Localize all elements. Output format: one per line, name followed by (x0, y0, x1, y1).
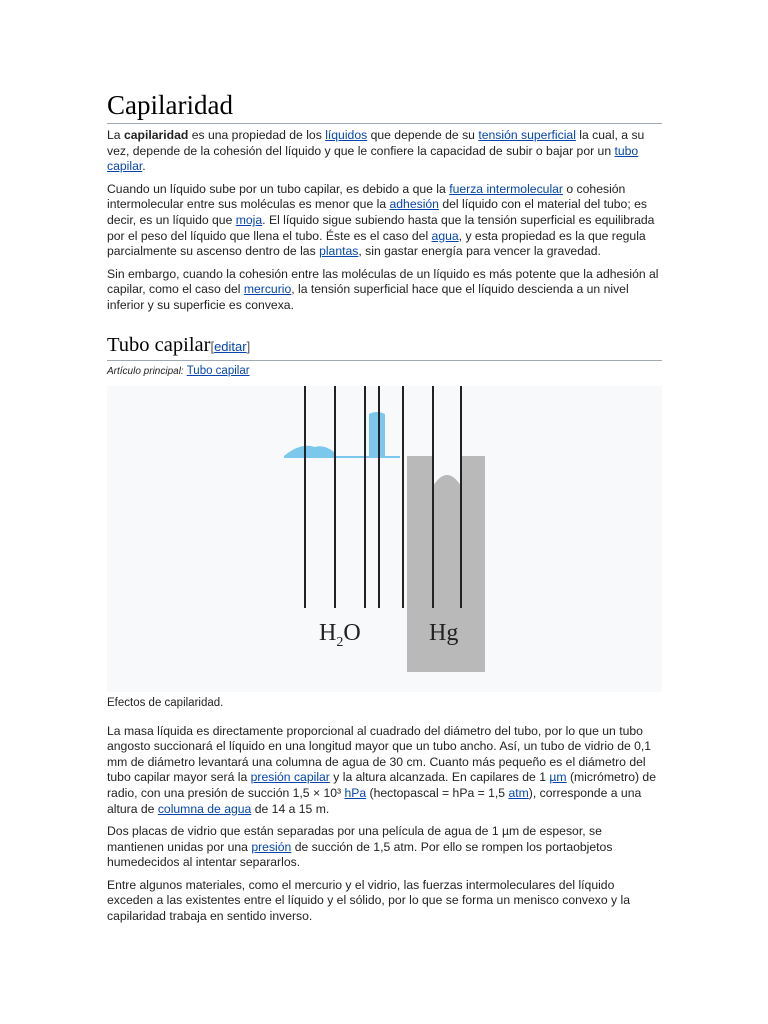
link-adhesion[interactable]: adhesión (389, 197, 439, 212)
text: , la tensión superficial hace que el líquido descienda a un nivel inferior y su superficie es convexa. (107, 282, 629, 312)
text: (micrómetro) de radio, con una presión de succión 1,5 × 10³ (107, 770, 656, 800)
link-presion-capilar[interactable]: presión capilar (250, 770, 330, 785)
water-label-sub: 2 (336, 634, 344, 650)
text: la cual, a su vez, depende de la cohesión del líquido y que le confiere la capacidad de subir o bajar por un (107, 128, 645, 158)
capillarity-diagram (107, 386, 662, 692)
link-micrometro[interactable]: µm (549, 770, 567, 785)
water-label (319, 620, 361, 650)
hatnote-link[interactable]: Tubo capilar (186, 364, 250, 377)
mercury-label: Hg (429, 619, 459, 646)
text: La (107, 128, 124, 142)
text: , sin gastar energía para vencer la gravedad. (358, 244, 601, 259)
text: (hectopascal = hPa = 1,5 (366, 785, 509, 800)
bold-term: capilaridad (123, 128, 189, 142)
water-label-h: H (319, 619, 337, 646)
mercury-meniscus (407, 448, 429, 456)
link-fuerza-intermolecular[interactable]: fuerza intermolecular (449, 181, 563, 196)
text: . (142, 159, 146, 174)
text: , y esta propiedad es la que regula parcialmente su ascenso dentro de las (107, 228, 646, 259)
text: ), corresponde a una altura de (107, 785, 642, 816)
text: La masa líquida es directamente proporcional al cuadrado del diámetro del tubo, por lo que un tubo angosto succionará el líquido en una longitud mayor que un tubo ancho. Así, un tubo de vidrio de 0,1 mm de diámetro levantará una columna de agua de 30 cm. Cuanto más pequeño es el diámetro del tubo capilar mayor será la (107, 723, 652, 785)
capillarity-figure (107, 386, 662, 692)
text: es una propiedad de los (188, 128, 326, 142)
text: que depende de su (367, 128, 479, 142)
link-moja[interactable]: moja (235, 212, 263, 227)
body-paragraph-5 (107, 824, 662, 871)
text: del líquido con el material del tubo; es decir, es un líquido que (107, 197, 647, 227)
intro-paragraph-1 (107, 128, 662, 175)
hatnote (107, 364, 662, 379)
edit-section (210, 339, 250, 354)
text: Entre algunos materiales, como el mercurio y el vidrio, las fuerzas intermoleculares del líquido exceden a las existentes entre el líquido y el sólido, por lo que se forma un menisco convexo y la capilaridad trabaja en sentido inverso. (107, 877, 631, 924)
link-columna-de-agua[interactable]: columna de agua (157, 801, 252, 816)
link-plantas[interactable]: plantas (319, 244, 359, 259)
water-label-o: O (343, 619, 361, 646)
intro-paragraph-2 (107, 182, 662, 260)
intro-paragraph-3 (107, 267, 662, 314)
figure-caption: Efectos de capilaridad. (107, 696, 224, 709)
bracket-close: ] (246, 338, 251, 354)
text: Cuando un líquido sube por un tubo capilar, es debido a que la (107, 181, 450, 196)
section-heading (107, 332, 662, 361)
hatnote-label: Artículo principal: (107, 365, 184, 377)
link-atm[interactable]: atm (508, 785, 529, 800)
bracket-open: [ (210, 338, 215, 354)
link-tubo-capilar[interactable]: tubo capilar (107, 143, 639, 174)
edit-link[interactable]: editar (214, 338, 247, 354)
link-hpa[interactable]: hPa (344, 785, 367, 800)
text: de succión de 1,5 atm. Por ello se rompen los portaobjetos humedecidos al intentar separarlos. (107, 839, 613, 870)
link-liquidos[interactable]: líquidos (325, 128, 368, 142)
text: . El líquido sigue subiendo hasta que la tensión superficial es equilibrada por el peso del líquido que llena el tubo. Éste es el caso del (107, 212, 655, 243)
body-paragraph-4 (107, 724, 662, 818)
page-title: Capilaridad (107, 88, 662, 124)
water-body (284, 412, 400, 672)
text: o cohesión intermolecular entre sus moléculas es menor que la (107, 181, 626, 212)
section-title: Tubo capilar (107, 333, 211, 356)
text: Sin embargo, cuando la cohesión entre las moléculas de un líquido es más potente que la adhesión al capilar, como el caso del (107, 266, 659, 297)
link-presion[interactable]: presión (251, 839, 292, 854)
text: Dos placas de vidrio que están separadas por una película de agua de 1 µm de espesor, se mantienen unidas por una (107, 824, 602, 854)
article-content (107, 88, 662, 932)
text: y la altura alcanzada. En capilares de 1 (329, 770, 550, 785)
link-tension-superficial[interactable]: tensión superficial (478, 128, 576, 142)
text: de 14 a 15 m. (251, 801, 330, 816)
link-agua[interactable]: agua (431, 228, 459, 243)
link-mercurio[interactable]: mercurio (243, 282, 292, 297)
body-paragraph-6 (107, 878, 662, 925)
